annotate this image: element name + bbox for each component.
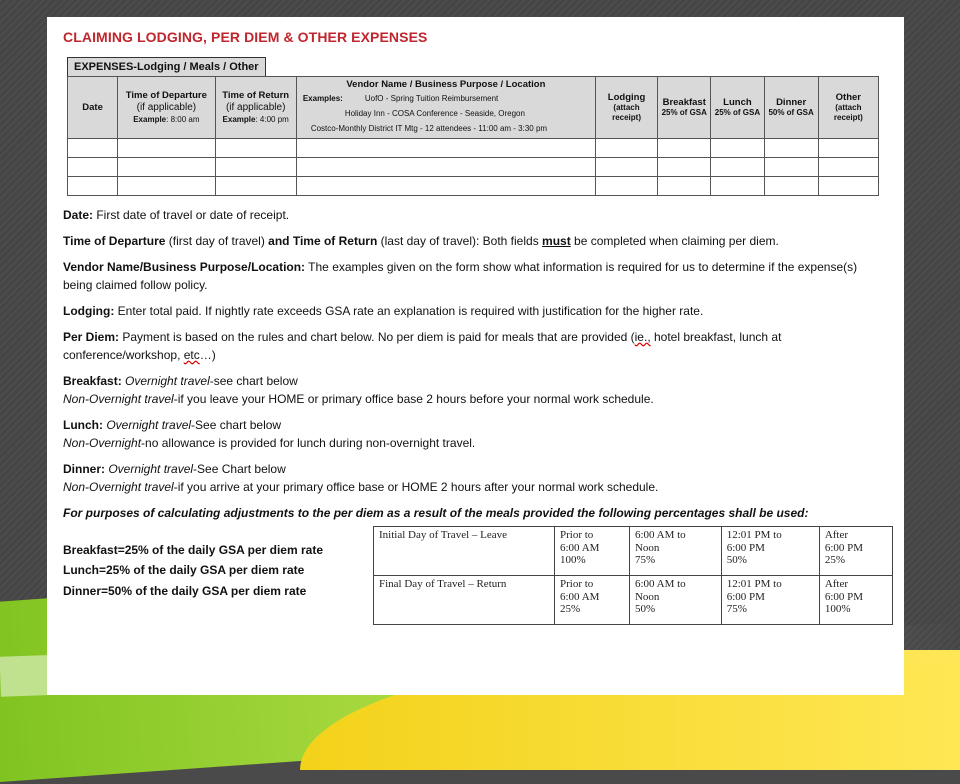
other-cell[interactable]	[818, 158, 878, 177]
dinner-label: Dinner	[776, 96, 807, 108]
per-diem-section	[63, 526, 888, 636]
vendor-instr-label: Vendor Name/Business Purpose/Location:	[63, 260, 306, 274]
cell-line: 75%	[634, 554, 656, 567]
tod-mid: (first day of travel)	[165, 234, 269, 248]
lunch-label: Lunch	[723, 96, 752, 108]
departure-cell[interactable]	[118, 139, 215, 158]
dinner-non-text: -if you arrive at your primary office base or HOME 2 hours after your normal work schedule.	[173, 480, 659, 494]
dinner-non: Non-Overnight travel	[63, 480, 174, 494]
perdiem-label: Per Diem:	[63, 330, 120, 344]
return-example-value: : 4:00 pm	[255, 114, 289, 124]
per-diem-cell	[721, 576, 819, 625]
date-text: First date of travel or date of receipt.	[93, 208, 290, 222]
return-sub: (if applicable)	[225, 102, 286, 114]
cell-line: 100%	[824, 603, 851, 616]
table-row	[68, 177, 879, 196]
perdiem-mid: hotel breakfast, lunch at conference/workshop,	[63, 330, 782, 362]
time-instruction	[63, 232, 888, 250]
dinner-cell[interactable]	[764, 158, 818, 177]
breakfast-instruction	[63, 372, 888, 408]
table-row	[68, 158, 879, 177]
return-example	[218, 115, 294, 125]
per-diem-table	[373, 526, 893, 625]
breakfast-overnight-text: -see chart below	[209, 374, 298, 388]
dinner-instr-label: Dinner:	[63, 462, 105, 476]
vendor-example-2: Holiday Inn - COSA Conference - Seaside, Oregon	[344, 108, 525, 118]
cell-line: 25%	[824, 554, 845, 567]
departure-cell[interactable]	[118, 158, 215, 177]
examples-label: Examples:	[302, 93, 343, 103]
cell-line: 6:00 AM	[560, 590, 600, 603]
expenses-header-row	[68, 77, 879, 139]
cell-line: 50%	[634, 603, 656, 616]
breakfast-rate: Breakfast=25% of the daily GSA per diem rate	[63, 543, 323, 557]
lodging-cell[interactable]	[595, 158, 657, 177]
cell-line: 25%	[560, 603, 581, 616]
cell-line: 6:00 PM	[824, 541, 864, 554]
other-cell[interactable]	[818, 177, 878, 196]
tod-text: (last day of travel): Both fields	[377, 234, 543, 248]
tod-end: be completed when claiming per diem.	[570, 234, 779, 248]
lunch-rate: Lunch=25% of the daily GSA per diem rate	[63, 563, 305, 578]
dinner-cell[interactable]	[764, 177, 818, 196]
cell-line: 6:00 PM	[726, 541, 765, 554]
return-cell[interactable]	[215, 158, 296, 177]
other-sub: (attach receipt)	[833, 103, 863, 123]
dinner-rate: Dinner=50% of the daily GSA per diem rate	[63, 583, 307, 598]
per-diem-cell	[629, 527, 721, 576]
cell-line: Prior to	[560, 529, 594, 541]
lunch-instr-label: Lunch:	[63, 418, 103, 432]
cell-line: Noon	[634, 590, 660, 603]
header-departure	[118, 77, 215, 139]
table-row	[68, 139, 879, 158]
perdiem-ie: ie.,	[634, 330, 651, 344]
departure-cell[interactable]	[118, 177, 215, 196]
breakfast-label: Breakfast	[662, 96, 706, 108]
departure-example-label: Example	[133, 114, 167, 124]
date-cell[interactable]	[68, 177, 118, 196]
page-title: CLAIMING LODGING, PER DIEM & OTHER EXPENSES	[63, 29, 428, 45]
vendor-instr-text: The examples given on the form show what information is required for us to determine if the expense(s) being claimed follow policy.	[63, 260, 858, 292]
dinner-cell[interactable]	[764, 139, 818, 158]
final-day-label: Final Day of Travel – Return	[374, 576, 555, 625]
cell-line: 6:00 AM	[560, 541, 600, 554]
tod-and: and Time of Return	[268, 234, 378, 248]
gsa-rates	[63, 540, 323, 601]
per-diem-cell	[555, 576, 630, 625]
departure-example	[120, 115, 212, 125]
example-1-text: UofO - Spring Tuition Reimbursement	[364, 93, 499, 103]
departure-sub: (if applicable)	[136, 102, 197, 114]
cell-line: 6:00 AM to	[634, 529, 686, 541]
date-cell[interactable]	[68, 139, 118, 158]
tod-label: Time of Departure	[63, 234, 166, 248]
lunch-overnight: Overnight travel	[103, 418, 192, 432]
date-cell[interactable]	[68, 158, 118, 177]
dinner-sub: 50% of GSA	[768, 108, 814, 118]
return-cell[interactable]	[215, 139, 296, 158]
instructions	[63, 206, 888, 496]
lodging-cell[interactable]	[595, 177, 657, 196]
departure-example-value: : 8:00 am	[166, 114, 200, 124]
lodging-cell[interactable]	[595, 139, 657, 158]
breakfast-non: Non-Overnight travel	[63, 392, 174, 406]
expenses-table	[67, 76, 879, 196]
perdiem-instruction	[63, 328, 888, 364]
percentage-note: For purposes of calculating adjustments to the per diem as a result of the meals provided the following percentages shall be used:	[63, 506, 809, 520]
initial-day-label: Initial Day of Travel – Leave	[374, 527, 555, 576]
cell-line: 100%	[560, 554, 586, 567]
header-breakfast	[658, 77, 711, 139]
per-diem-cell	[819, 576, 892, 625]
lunch-cell[interactable]	[711, 158, 764, 177]
header-other	[818, 77, 878, 139]
lunch-overnight-text: -See chart below	[191, 418, 282, 432]
document-page	[47, 17, 904, 695]
lodging-label: Lodging	[607, 91, 646, 103]
header-date: Date	[68, 77, 118, 139]
header-dinner	[764, 77, 818, 139]
table-row	[374, 576, 893, 625]
breakfast-cell[interactable]	[658, 177, 711, 196]
lunch-non: Non-Overnight	[63, 436, 142, 450]
return-label: Time of Return	[222, 90, 290, 102]
cell-line: 75%	[726, 603, 747, 616]
cell-line: 6:00 AM to	[634, 578, 686, 590]
perdiem-end: …)	[199, 348, 216, 362]
breakfast-cell[interactable]	[658, 158, 711, 177]
breakfast-cell[interactable]	[658, 139, 711, 158]
vendor-instruction	[63, 258, 888, 294]
table-row	[374, 527, 893, 576]
lodging-sub: (attach receipt)	[612, 103, 641, 123]
breakfast-non-text: -if you leave your HOME or primary office base 2 hours before your normal work schedule.	[173, 392, 654, 406]
cell-line: Noon	[634, 541, 660, 554]
date-label: Date:	[63, 208, 94, 222]
vendor-label: Vendor Name / Business Purpose / Location	[346, 78, 546, 90]
per-diem-cell	[629, 576, 721, 625]
cell-line: 12:01 PM to	[726, 529, 782, 541]
return-example-label: Example	[222, 114, 256, 124]
header-return	[215, 77, 296, 139]
lunch-instruction	[63, 416, 888, 452]
cell-line: After	[824, 529, 849, 541]
lodging-instr-label: Lodging:	[63, 304, 115, 318]
lunch-cell[interactable]	[711, 177, 764, 196]
cell-line: After	[824, 578, 849, 590]
breakfast-instr-label: Breakfast:	[63, 374, 122, 388]
cell-line: Prior to	[560, 578, 594, 590]
cell-line: 6:00 PM	[726, 590, 765, 603]
lodging-instruction	[63, 302, 888, 320]
dinner-overnight-text: -See Chart below	[193, 462, 286, 476]
header-lodging	[595, 77, 657, 139]
breakfast-sub: 25% of GSA	[661, 108, 707, 118]
return-cell[interactable]	[215, 177, 296, 196]
header-lunch	[711, 77, 764, 139]
perdiem-text: Payment is based on the rules and chart below. No per diem is paid for meals that are provided (	[119, 330, 635, 344]
vendor-cell[interactable]	[296, 158, 595, 177]
expenses-tab-label: EXPENSES-Lodging / Meals / Other	[67, 57, 266, 76]
vendor-cell[interactable]	[296, 139, 595, 158]
breakfast-overnight: Overnight travel	[121, 374, 210, 388]
cell-line: 6:00 PM	[824, 590, 864, 603]
per-diem-cell	[721, 527, 819, 576]
per-diem-cell	[555, 527, 630, 576]
expenses-form	[63, 57, 881, 196]
vendor-cell[interactable]	[296, 177, 595, 196]
other-label: Other	[835, 91, 862, 103]
lunch-cell[interactable]	[711, 139, 764, 158]
date-instruction	[63, 206, 888, 224]
vendor-examples	[299, 91, 593, 137]
vendor-example-3: Costco-Monthly District IT Mtg - 12 attendees - 11:00 am - 3:30 pm	[310, 124, 548, 134]
cell-line: 50%	[726, 554, 747, 567]
lodging-instr-text: Enter total paid. If nightly rate exceeds GSA rate an explanation is required with justification for the higher rate.	[114, 304, 704, 318]
dinner-overnight: Overnight travel	[105, 462, 194, 476]
perdiem-etc: etc	[183, 348, 200, 362]
lunch-sub: 25% of GSA	[714, 108, 761, 118]
cell-line: 12:01 PM to	[726, 578, 782, 590]
dinner-instruction	[63, 460, 888, 496]
vendor-example-1	[299, 91, 593, 106]
departure-label: Time of Departure	[125, 90, 207, 102]
other-cell[interactable]	[818, 139, 878, 158]
per-diem-cell	[819, 527, 892, 576]
header-vendor	[296, 77, 595, 139]
lunch-non-text: -no allowance is provided for lunch during non-overnight travel.	[141, 436, 476, 450]
tod-must: must	[542, 234, 571, 248]
